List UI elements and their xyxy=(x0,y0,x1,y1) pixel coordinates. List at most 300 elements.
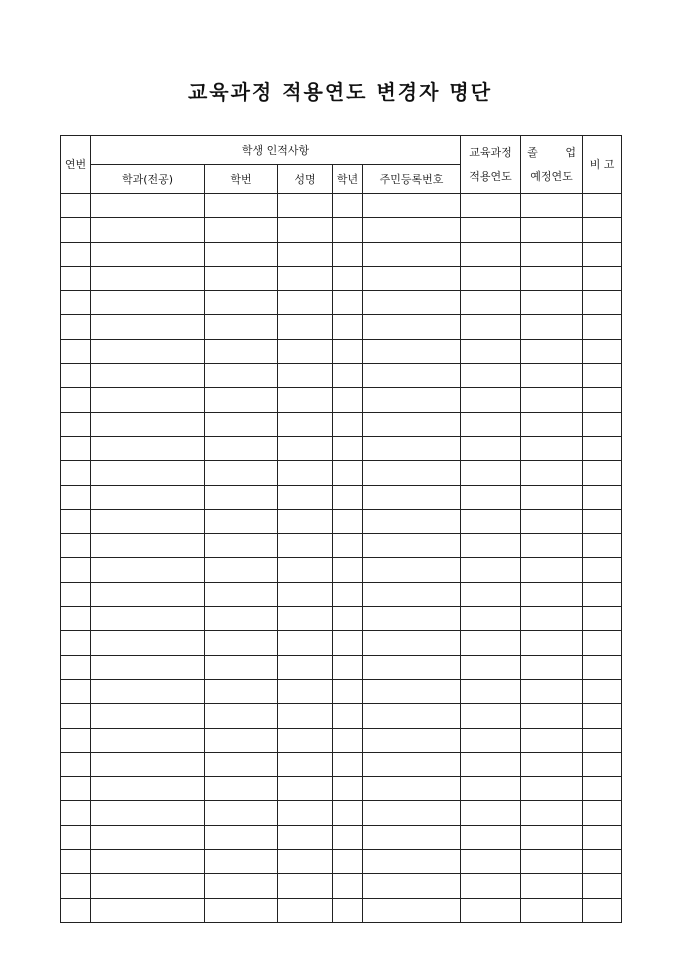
cell-dept[interactable] xyxy=(91,801,205,825)
cell-resident-no[interactable] xyxy=(363,801,461,825)
cell-student-id[interactable] xyxy=(205,825,278,849)
cell-remarks[interactable] xyxy=(583,728,622,752)
cell-remarks[interactable] xyxy=(583,388,622,412)
table-row xyxy=(61,388,622,412)
cell-seq[interactable] xyxy=(61,825,91,849)
cell-resident-no[interactable] xyxy=(363,582,461,606)
cell-name[interactable] xyxy=(278,631,333,655)
cell-remarks[interactable] xyxy=(583,242,622,266)
cell-grade[interactable] xyxy=(333,607,363,631)
cell-graduation-year[interactable] xyxy=(521,850,583,874)
cell-student-id[interactable] xyxy=(205,436,278,460)
cell-grade[interactable] xyxy=(333,194,363,218)
cell-curriculum-year[interactable] xyxy=(461,607,521,631)
cell-remarks[interactable] xyxy=(583,582,622,606)
cell-name[interactable] xyxy=(278,364,333,388)
cell-seq[interactable] xyxy=(61,315,91,339)
header-graduation-char1: 졸 xyxy=(527,146,538,159)
cell-curriculum-year[interactable] xyxy=(461,631,521,655)
cell-remarks[interactable] xyxy=(583,850,622,874)
cell-graduation-year[interactable] xyxy=(521,655,583,679)
cell-name[interactable] xyxy=(278,874,333,898)
cell-dept[interactable] xyxy=(91,339,205,363)
cell-graduation-year[interactable] xyxy=(521,825,583,849)
cell-graduation-year[interactable] xyxy=(521,874,583,898)
cell-seq[interactable] xyxy=(61,534,91,558)
cell-grade[interactable] xyxy=(333,218,363,242)
cell-resident-no[interactable] xyxy=(363,655,461,679)
cell-resident-no[interactable] xyxy=(363,291,461,315)
cell-name[interactable] xyxy=(278,825,333,849)
cell-grade[interactable] xyxy=(333,825,363,849)
cell-student-id[interactable] xyxy=(205,558,278,582)
cell-name[interactable] xyxy=(278,509,333,533)
cell-dept[interactable] xyxy=(91,777,205,801)
cell-curriculum-year[interactable] xyxy=(461,388,521,412)
cell-curriculum-year[interactable] xyxy=(461,874,521,898)
cell-student-id[interactable] xyxy=(205,655,278,679)
cell-remarks[interactable] xyxy=(583,194,622,218)
cell-name[interactable] xyxy=(278,461,333,485)
cell-grade[interactable] xyxy=(333,679,363,703)
cell-resident-no[interactable] xyxy=(363,752,461,776)
cell-seq[interactable] xyxy=(61,218,91,242)
cell-graduation-year[interactable] xyxy=(521,218,583,242)
cell-grade[interactable] xyxy=(333,704,363,728)
cell-grade[interactable] xyxy=(333,291,363,315)
cell-name[interactable] xyxy=(278,412,333,436)
cell-grade[interactable] xyxy=(333,801,363,825)
cell-seq[interactable] xyxy=(61,509,91,533)
cell-name[interactable] xyxy=(278,607,333,631)
cell-grade[interactable] xyxy=(333,266,363,290)
cell-resident-no[interactable] xyxy=(363,218,461,242)
cell-dept[interactable] xyxy=(91,266,205,290)
cell-seq[interactable] xyxy=(61,898,91,922)
cell-resident-no[interactable] xyxy=(363,194,461,218)
cell-graduation-year[interactable] xyxy=(521,728,583,752)
table-row xyxy=(61,752,622,776)
cell-resident-no[interactable] xyxy=(363,242,461,266)
cell-graduation-year[interactable] xyxy=(521,194,583,218)
cell-graduation-year[interactable] xyxy=(521,315,583,339)
cell-curriculum-year[interactable] xyxy=(461,436,521,460)
cell-remarks[interactable] xyxy=(583,364,622,388)
cell-graduation-year[interactable] xyxy=(521,364,583,388)
cell-resident-no[interactable] xyxy=(363,461,461,485)
cell-resident-no[interactable] xyxy=(363,558,461,582)
cell-name[interactable] xyxy=(278,388,333,412)
cell-remarks[interactable] xyxy=(583,218,622,242)
cell-graduation-year[interactable] xyxy=(521,582,583,606)
cell-curriculum-year[interactable] xyxy=(461,364,521,388)
cell-grade[interactable] xyxy=(333,898,363,922)
cell-dept[interactable] xyxy=(91,194,205,218)
cell-name[interactable] xyxy=(278,898,333,922)
cell-seq[interactable] xyxy=(61,558,91,582)
table-row xyxy=(61,436,622,460)
cell-curriculum-year[interactable] xyxy=(461,315,521,339)
cell-resident-no[interactable] xyxy=(363,388,461,412)
cell-dept[interactable] xyxy=(91,850,205,874)
cell-dept[interactable] xyxy=(91,582,205,606)
cell-name[interactable] xyxy=(278,315,333,339)
cell-resident-no[interactable] xyxy=(363,364,461,388)
cell-curriculum-year[interactable] xyxy=(461,728,521,752)
cell-resident-no[interactable] xyxy=(363,898,461,922)
table-row xyxy=(61,607,622,631)
cell-graduation-year[interactable] xyxy=(521,388,583,412)
header-graduation-char2: 업 xyxy=(565,146,577,159)
cell-graduation-year[interactable] xyxy=(521,679,583,703)
cell-seq[interactable] xyxy=(61,364,91,388)
cell-dept[interactable] xyxy=(91,728,205,752)
cell-student-id[interactable] xyxy=(205,485,278,509)
cell-resident-no[interactable] xyxy=(363,728,461,752)
cell-curriculum-year[interactable] xyxy=(461,266,521,290)
cell-grade[interactable] xyxy=(333,728,363,752)
cell-resident-no[interactable] xyxy=(363,509,461,533)
header-graduation-year xyxy=(521,136,583,194)
cell-curriculum-year[interactable] xyxy=(461,558,521,582)
cell-dept[interactable] xyxy=(91,704,205,728)
cell-curriculum-year[interactable] xyxy=(461,582,521,606)
cell-grade[interactable] xyxy=(333,461,363,485)
cell-student-id[interactable] xyxy=(205,315,278,339)
cell-graduation-year[interactable] xyxy=(521,558,583,582)
cell-student-id[interactable] xyxy=(205,752,278,776)
cell-remarks[interactable] xyxy=(583,898,622,922)
cell-student-id[interactable] xyxy=(205,461,278,485)
cell-student-id[interactable] xyxy=(205,607,278,631)
cell-student-id[interactable] xyxy=(205,412,278,436)
cell-seq[interactable] xyxy=(61,266,91,290)
cell-graduation-year[interactable] xyxy=(521,461,583,485)
cell-graduation-year[interactable] xyxy=(521,752,583,776)
table-row xyxy=(61,850,622,874)
cell-grade[interactable] xyxy=(333,752,363,776)
cell-student-id[interactable] xyxy=(205,582,278,606)
cell-remarks[interactable] xyxy=(583,655,622,679)
cell-dept[interactable] xyxy=(91,534,205,558)
cell-seq[interactable] xyxy=(61,194,91,218)
cell-dept[interactable] xyxy=(91,607,205,631)
cell-remarks[interactable] xyxy=(583,825,622,849)
cell-student-id[interactable] xyxy=(205,850,278,874)
cell-remarks[interactable] xyxy=(583,801,622,825)
cell-remarks[interactable] xyxy=(583,266,622,290)
cell-student-id[interactable] xyxy=(205,339,278,363)
cell-remarks[interactable] xyxy=(583,315,622,339)
cell-grade[interactable] xyxy=(333,850,363,874)
cell-graduation-year[interactable] xyxy=(521,801,583,825)
table-row xyxy=(61,485,622,509)
table-row xyxy=(61,291,622,315)
header-remarks: 비 고 xyxy=(583,136,622,194)
cell-grade[interactable] xyxy=(333,412,363,436)
cell-curriculum-year[interactable] xyxy=(461,752,521,776)
cell-remarks[interactable] xyxy=(583,704,622,728)
cell-remarks[interactable] xyxy=(583,607,622,631)
table-row xyxy=(61,194,622,218)
cell-seq[interactable] xyxy=(61,777,91,801)
cell-grade[interactable] xyxy=(333,558,363,582)
cell-grade[interactable] xyxy=(333,388,363,412)
cell-remarks[interactable] xyxy=(583,485,622,509)
cell-remarks[interactable] xyxy=(583,412,622,436)
cell-dept[interactable] xyxy=(91,436,205,460)
cell-remarks[interactable] xyxy=(583,777,622,801)
cell-student-id[interactable] xyxy=(205,194,278,218)
cell-seq[interactable] xyxy=(61,631,91,655)
cell-student-id[interactable] xyxy=(205,801,278,825)
header-graduation-line1 xyxy=(521,146,582,159)
cell-remarks[interactable] xyxy=(583,436,622,460)
table-row xyxy=(61,704,622,728)
cell-graduation-year[interactable] xyxy=(521,534,583,558)
cell-name[interactable] xyxy=(278,242,333,266)
cell-name[interactable] xyxy=(278,291,333,315)
cell-curriculum-year[interactable] xyxy=(461,339,521,363)
cell-graduation-year[interactable] xyxy=(521,898,583,922)
table-row xyxy=(61,801,622,825)
cell-dept[interactable] xyxy=(91,291,205,315)
cell-dept[interactable] xyxy=(91,388,205,412)
cell-dept[interactable] xyxy=(91,898,205,922)
cell-name[interactable] xyxy=(278,534,333,558)
cell-grade[interactable] xyxy=(333,509,363,533)
cell-grade[interactable] xyxy=(333,485,363,509)
cell-curriculum-year[interactable] xyxy=(461,461,521,485)
cell-curriculum-year[interactable] xyxy=(461,801,521,825)
cell-remarks[interactable] xyxy=(583,509,622,533)
table-row xyxy=(61,582,622,606)
cell-dept[interactable] xyxy=(91,242,205,266)
cell-seq[interactable] xyxy=(61,801,91,825)
cell-seq[interactable] xyxy=(61,728,91,752)
cell-remarks[interactable] xyxy=(583,339,622,363)
table-row xyxy=(61,874,622,898)
cell-curriculum-year[interactable] xyxy=(461,485,521,509)
cell-dept[interactable] xyxy=(91,874,205,898)
cell-student-id[interactable] xyxy=(205,242,278,266)
table-row xyxy=(61,461,622,485)
cell-graduation-year[interactable] xyxy=(521,339,583,363)
table-row xyxy=(61,777,622,801)
cell-name[interactable] xyxy=(278,850,333,874)
cell-name[interactable] xyxy=(278,558,333,582)
cell-name[interactable] xyxy=(278,485,333,509)
cell-resident-no[interactable] xyxy=(363,825,461,849)
cell-graduation-year[interactable] xyxy=(521,509,583,533)
cell-seq[interactable] xyxy=(61,874,91,898)
cell-seq[interactable] xyxy=(61,850,91,874)
cell-graduation-year[interactable] xyxy=(521,704,583,728)
header-student-info: 학생 인적사항 xyxy=(91,136,461,165)
cell-name[interactable] xyxy=(278,436,333,460)
cell-resident-no[interactable] xyxy=(363,704,461,728)
cell-remarks[interactable] xyxy=(583,631,622,655)
cell-seq[interactable] xyxy=(61,607,91,631)
cell-resident-no[interactable] xyxy=(363,436,461,460)
cell-student-id[interactable] xyxy=(205,364,278,388)
cell-name[interactable] xyxy=(278,266,333,290)
roster-table xyxy=(60,135,622,923)
cell-curriculum-year[interactable] xyxy=(461,534,521,558)
cell-resident-no[interactable] xyxy=(363,315,461,339)
cell-dept[interactable] xyxy=(91,509,205,533)
cell-student-id[interactable] xyxy=(205,898,278,922)
cell-name[interactable] xyxy=(278,655,333,679)
cell-dept[interactable] xyxy=(91,461,205,485)
header-name: 성명 xyxy=(278,165,333,194)
cell-dept[interactable] xyxy=(91,218,205,242)
cell-student-id[interactable] xyxy=(205,291,278,315)
cell-student-id[interactable] xyxy=(205,728,278,752)
cell-dept[interactable] xyxy=(91,679,205,703)
cell-dept[interactable] xyxy=(91,752,205,776)
cell-resident-no[interactable] xyxy=(363,266,461,290)
cell-seq[interactable] xyxy=(61,388,91,412)
cell-remarks[interactable] xyxy=(583,874,622,898)
table-row xyxy=(61,315,622,339)
cell-resident-no[interactable] xyxy=(363,777,461,801)
cell-name[interactable] xyxy=(278,728,333,752)
cell-grade[interactable] xyxy=(333,534,363,558)
cell-grade[interactable] xyxy=(333,339,363,363)
cell-remarks[interactable] xyxy=(583,558,622,582)
header-grade: 학년 xyxy=(333,165,363,194)
cell-remarks[interactable] xyxy=(583,534,622,558)
cell-student-id[interactable] xyxy=(205,874,278,898)
cell-grade[interactable] xyxy=(333,315,363,339)
cell-remarks[interactable] xyxy=(583,679,622,703)
cell-curriculum-year[interactable] xyxy=(461,509,521,533)
cell-dept[interactable] xyxy=(91,485,205,509)
cell-curriculum-year[interactable] xyxy=(461,218,521,242)
cell-grade[interactable] xyxy=(333,364,363,388)
table-row xyxy=(61,412,622,436)
cell-grade[interactable] xyxy=(333,582,363,606)
cell-student-id[interactable] xyxy=(205,388,278,412)
cell-name[interactable] xyxy=(278,777,333,801)
cell-student-id[interactable] xyxy=(205,218,278,242)
cell-student-id[interactable] xyxy=(205,679,278,703)
cell-name[interactable] xyxy=(278,752,333,776)
cell-resident-no[interactable] xyxy=(363,339,461,363)
cell-seq[interactable] xyxy=(61,679,91,703)
cell-remarks[interactable] xyxy=(583,291,622,315)
cell-seq[interactable] xyxy=(61,436,91,460)
cell-remarks[interactable] xyxy=(583,752,622,776)
cell-grade[interactable] xyxy=(333,655,363,679)
cell-curriculum-year[interactable] xyxy=(461,850,521,874)
cell-seq[interactable] xyxy=(61,461,91,485)
cell-resident-no[interactable] xyxy=(363,874,461,898)
cell-curriculum-year[interactable] xyxy=(461,825,521,849)
cell-seq[interactable] xyxy=(61,291,91,315)
cell-dept[interactable] xyxy=(91,825,205,849)
header-dept: 학과(전공) xyxy=(91,165,205,194)
cell-seq[interactable] xyxy=(61,582,91,606)
cell-curriculum-year[interactable] xyxy=(461,412,521,436)
cell-seq[interactable] xyxy=(61,655,91,679)
cell-name[interactable] xyxy=(278,679,333,703)
cell-graduation-year[interactable] xyxy=(521,631,583,655)
cell-student-id[interactable] xyxy=(205,266,278,290)
cell-graduation-year[interactable] xyxy=(521,412,583,436)
cell-graduation-year[interactable] xyxy=(521,485,583,509)
cell-grade[interactable] xyxy=(333,436,363,460)
cell-graduation-year[interactable] xyxy=(521,291,583,315)
cell-seq[interactable] xyxy=(61,242,91,266)
cell-curriculum-year[interactable] xyxy=(461,194,521,218)
cell-seq[interactable] xyxy=(61,412,91,436)
cell-name[interactable] xyxy=(278,194,333,218)
cell-dept[interactable] xyxy=(91,558,205,582)
cell-resident-no[interactable] xyxy=(363,412,461,436)
header-curriculum-line1: 교육과정 xyxy=(469,146,512,159)
cell-name[interactable] xyxy=(278,339,333,363)
cell-curriculum-year[interactable] xyxy=(461,242,521,266)
cell-student-id[interactable] xyxy=(205,704,278,728)
cell-graduation-year[interactable] xyxy=(521,266,583,290)
cell-student-id[interactable] xyxy=(205,631,278,655)
cell-resident-no[interactable] xyxy=(363,485,461,509)
cell-graduation-year[interactable] xyxy=(521,436,583,460)
cell-dept[interactable] xyxy=(91,315,205,339)
cell-curriculum-year[interactable] xyxy=(461,777,521,801)
cell-student-id[interactable] xyxy=(205,534,278,558)
cell-dept[interactable] xyxy=(91,412,205,436)
cell-dept[interactable] xyxy=(91,364,205,388)
cell-name[interactable] xyxy=(278,218,333,242)
cell-seq[interactable] xyxy=(61,704,91,728)
cell-resident-no[interactable] xyxy=(363,679,461,703)
cell-curriculum-year[interactable] xyxy=(461,655,521,679)
cell-dept[interactable] xyxy=(91,655,205,679)
cell-curriculum-year[interactable] xyxy=(461,704,521,728)
cell-graduation-year[interactable] xyxy=(521,242,583,266)
cell-resident-no[interactable] xyxy=(363,850,461,874)
cell-seq[interactable] xyxy=(61,752,91,776)
cell-grade[interactable] xyxy=(333,874,363,898)
cell-resident-no[interactable] xyxy=(363,534,461,558)
cell-grade[interactable] xyxy=(333,777,363,801)
cell-seq[interactable] xyxy=(61,339,91,363)
cell-curriculum-year[interactable] xyxy=(461,291,521,315)
cell-grade[interactable] xyxy=(333,242,363,266)
cell-resident-no[interactable] xyxy=(363,607,461,631)
cell-remarks[interactable] xyxy=(583,461,622,485)
table-row xyxy=(61,728,622,752)
cell-resident-no[interactable] xyxy=(363,631,461,655)
roster-body xyxy=(61,194,622,923)
cell-curriculum-year[interactable] xyxy=(461,898,521,922)
cell-dept[interactable] xyxy=(91,631,205,655)
cell-grade[interactable] xyxy=(333,631,363,655)
cell-name[interactable] xyxy=(278,582,333,606)
cell-student-id[interactable] xyxy=(205,777,278,801)
cell-name[interactable] xyxy=(278,704,333,728)
cell-graduation-year[interactable] xyxy=(521,607,583,631)
cell-seq[interactable] xyxy=(61,485,91,509)
cell-graduation-year[interactable] xyxy=(521,777,583,801)
cell-curriculum-year[interactable] xyxy=(461,679,521,703)
header-curriculum-line2: 적용연도 xyxy=(469,170,512,183)
cell-name[interactable] xyxy=(278,801,333,825)
cell-student-id[interactable] xyxy=(205,509,278,533)
